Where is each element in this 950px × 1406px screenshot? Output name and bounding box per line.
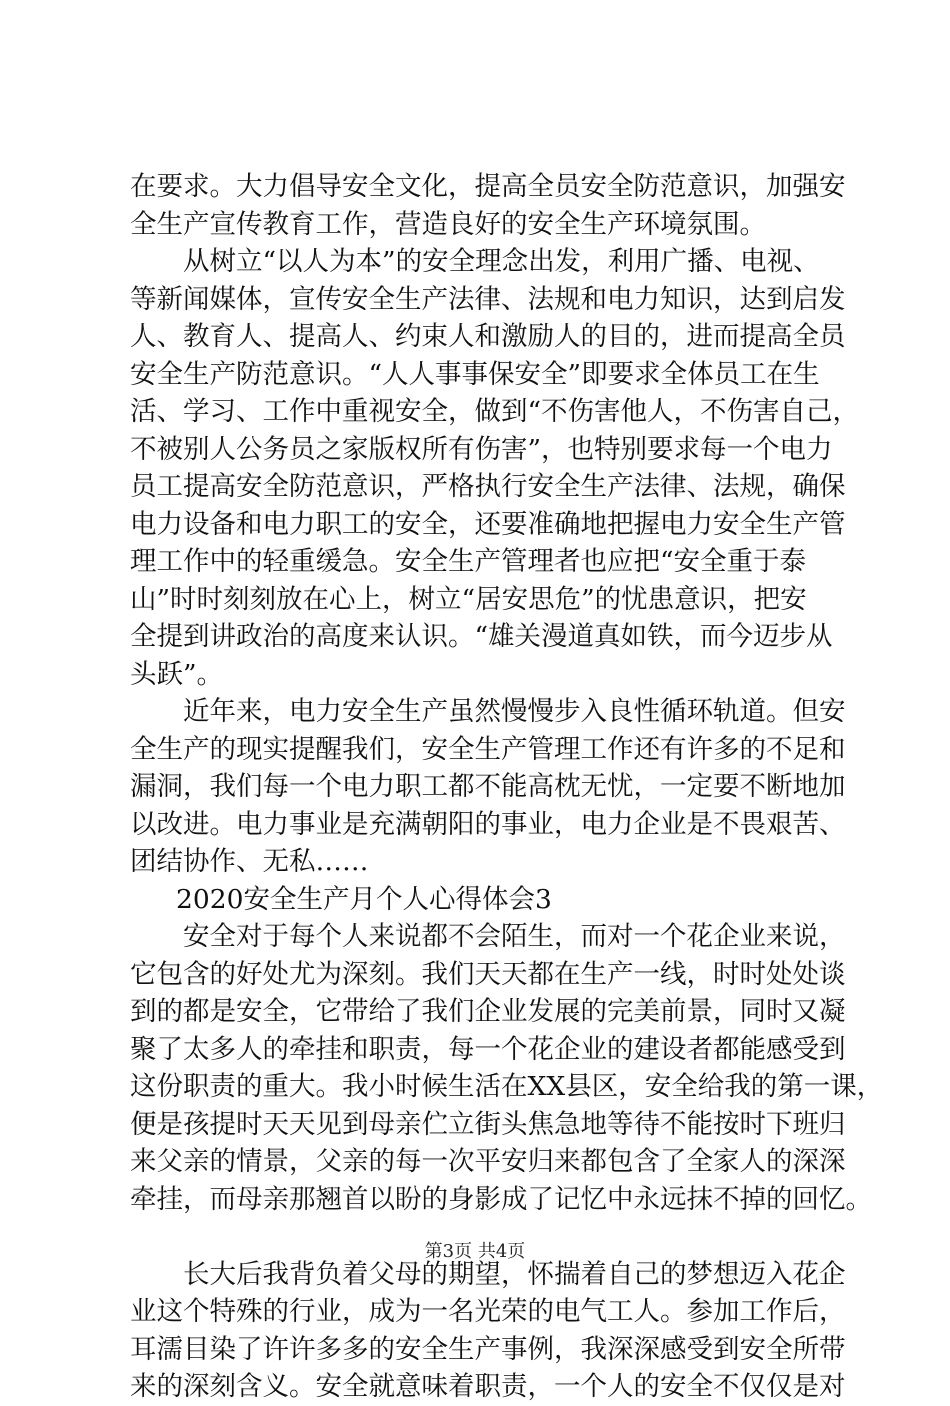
page-number-footer: 第3页 共4页 <box>424 1241 526 1262</box>
text-line: 头跃”。 <box>130 658 224 690</box>
body-text <box>130 168 884 1406</box>
text-line: 这份职责的重大。我小时候生活在XX县区，安全给我的第一课， <box>130 1071 884 1102</box>
text-line: 耳濡目染了许许多多的安全生产事例，我深深感受到安全所带 <box>130 1333 846 1365</box>
paragraph-start-line: 长大后我背负着父母的期望，怀揣着自己的梦想迈入花企 <box>183 1258 846 1290</box>
text-line: 安全生产防范意识。“人人事事保安全”即要求全体员工在生 <box>130 358 820 390</box>
text-line: 便是孩提时天天见到母亲伫立街头焦急地等待不能按时下班归 <box>130 1108 846 1140</box>
paragraph-start-line: 安全对于每个人来说都不会陌生，而对一个花企业来说， <box>183 921 846 952</box>
section-heading: 2020安全生产月个人心得体会3 <box>176 883 552 915</box>
text-line: 以改进。电力事业是充满朝阳的事业，电力企业是不畏艰苦、 <box>130 808 846 840</box>
text-line: 活、学习、工作中重视安全，做到“不伤害他人，不伤害自己， <box>130 396 860 427</box>
text-line: 人、教育人、提高人、约束人和激励人的目的，进而提高全员 <box>130 321 846 352</box>
text-line: 它包含的好处尤为深刻。我们天天都在生产一线，时时处处谈 <box>130 958 846 990</box>
text-line: 全生产的现实提醒我们，安全生产管理工作还有许多的不足和 <box>130 733 846 765</box>
text-line: 聚了太多人的牵挂和职责，每一个花企业的建设者都能感受到 <box>130 1033 846 1065</box>
text-line: 牵挂，而母亲那翘首以盼的身影成了记忆中永远抹不掉的回忆。 <box>130 1183 872 1215</box>
text-line: 团结协作、无私…… <box>130 846 369 877</box>
text-line: 业这个特殊的行业，成为一名光荣的电气工人。参加工作后， <box>130 1296 846 1327</box>
paragraph-start-line: 从树立“以人为本”的安全理念出发，利用广播、电视、 <box>183 246 820 277</box>
text-line: 来父亲的情景，父亲的每一次平安归来都包含了全家人的深深 <box>130 1146 846 1177</box>
text-line: 到的都是安全，它带给了我们企业发展的完美前景，同时又凝 <box>130 996 846 1027</box>
text-line: 员工提高安全防范意识，严格执行安全生产法律、法规，确保 <box>130 471 846 502</box>
text-line: 漏洞，我们每一个电力职工都不能高枕无忧，一定要不断地加 <box>130 771 846 802</box>
text-line: 全生产宣传教育工作，营造良好的安全生产环境氛围。 <box>130 208 766 240</box>
paragraph-start-line: 近年来，电力安全生产虽然慢慢步入良性循环轨道。但安 <box>183 696 846 727</box>
text-line: 理工作中的轻重缓急。安全生产管理者也应把“安全重于泰 <box>130 546 807 577</box>
text-line: 不被别人公务员之家版权所有伤害”，也特别要求每一个电力 <box>130 433 833 465</box>
text-line: 电力设备和电力职工的安全，还要准确地把握电力安全生产管 <box>130 508 846 540</box>
text-line: 全提到讲政治的高度来认识。“雄关漫道真如铁，而今迈步从 <box>130 621 833 652</box>
text-line: 来的深刻含义。安全就意味着职责，一个人的安全不仅仅是对 <box>130 1371 846 1402</box>
text-line: 等新闻媒体，宣传安全生产法律、法规和电力知识，达到启发 <box>130 283 846 315</box>
text-line: 在要求。大力倡导安全文化，提高全员安全防范意识，加强安 <box>130 171 846 202</box>
text-line: 山”时时刻刻放在心上，树立“居安思危”的忧患意识，把安 <box>130 583 807 615</box>
